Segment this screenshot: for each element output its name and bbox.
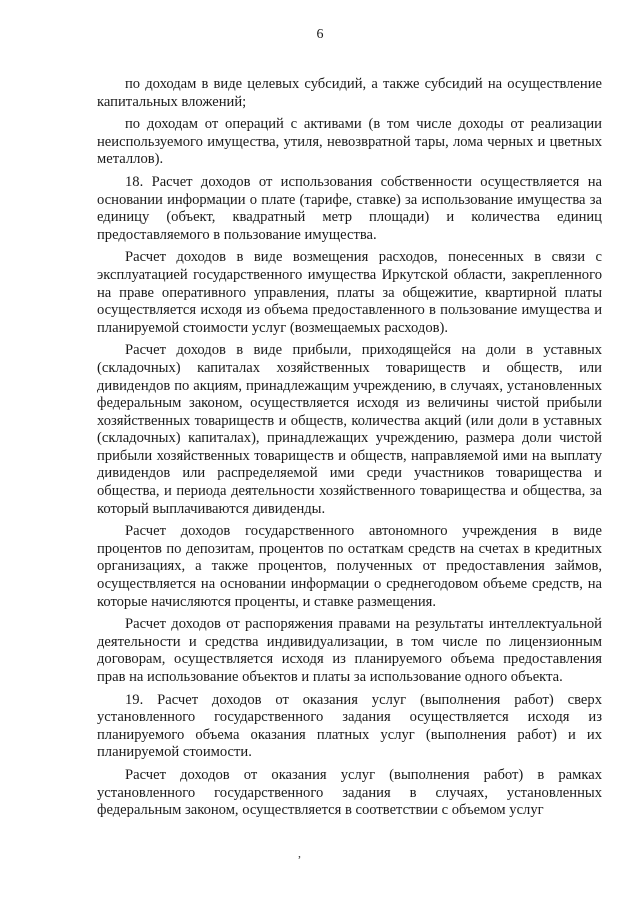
page-number: 6 bbox=[316, 27, 324, 42]
paragraph-subsidies: по доходам в виде целевых субсидий, а также субсидий на осуществление капитальных вложений; bbox=[97, 76, 602, 110]
paragraph-asset-operations: по доходам от операций с активами (в том числе доходы от реализации неиспользуемого имущества, утиля, невозвратной тары, лома черных и цветных металлов). bbox=[97, 116, 602, 168]
paragraph-intellectual-property: Расчет доходов от распоряжения правами на результаты интеллектуальной деятельности и средства индивидуализации, в том числе по лицензионным договорам, осуществляется исходя из планируемого объема предоставления прав на использование объектов и платы за использование одного объекта. bbox=[97, 616, 602, 685]
paragraph-profit-dividends: Расчет доходов в виде прибыли, приходящейся на доли в уставных (складочных) капиталах хозяйственных товариществ и обществ, или дивидендов по акциям, принадлежащим учреждению, в случаях, установленных федеральным законом, осуществляется исходя из величины чистой прибыли хозяйственных товариществ и обществ, количества акций (или доли в уставных (складочных) капиталах), принадлежащих учреждению, размера доли чистой прибыли хозяйственных товариществ и обществ, направляемой ими на выплату дивидендов или распределяемой ими среди участников товарищества и общества, и периода деятельности хозяйственного товарищества и общества, за который выплачиваются дивиденды. bbox=[97, 342, 602, 517]
paragraph-19-paid-services: 19. Расчет доходов от оказания услуг (выполнения работ) сверх установленного государственного задания осуществляется исходя из планируемого объема оказания платных услуг (выполнения работ) и их планируемой стоимости. bbox=[97, 691, 602, 761]
paragraph-expense-reimbursement: Расчет доходов в виде возмещения расходов, понесенных в связи с эксплуатацией государственного имущества Иркутской области, закрепленного на праве оперативного управления, платы за общежитие, квартирной платы осуществляется исходя из объема предоставленного в пользование имущества и планируемой стоимости услуг (возмещаемых расходов). bbox=[97, 249, 602, 336]
paragraph-18-property-income: 18. Расчет доходов от использования собственности осуществляется на основании информации о плате (тарифе, ставке) за использование имущества за единицу (объект, квадратный метр площади) и количества единиц предоставляемого в пользование имущества. bbox=[97, 173, 602, 243]
paragraph-state-assignment-services: Расчет доходов от оказания услуг (выполнения работ) в рамках установленного государственного задания в случаях, установленных федеральным законом, осуществляется в соответствии с объемом услуг bbox=[97, 766, 602, 819]
paragraph-deposit-interest: Расчет доходов государственного автономного учреждения в виде процентов по депозитам, процентов по остаткам средств на счетах в кредитных организациях, а также процентов, полученных от предоставления займов, осуществляется на основании информации о среднегодовом объеме средств, на которые начисляются проценты, и ставке размещения. bbox=[97, 523, 602, 610]
document-body bbox=[97, 76, 602, 825]
scan-mark: , bbox=[298, 846, 301, 860]
